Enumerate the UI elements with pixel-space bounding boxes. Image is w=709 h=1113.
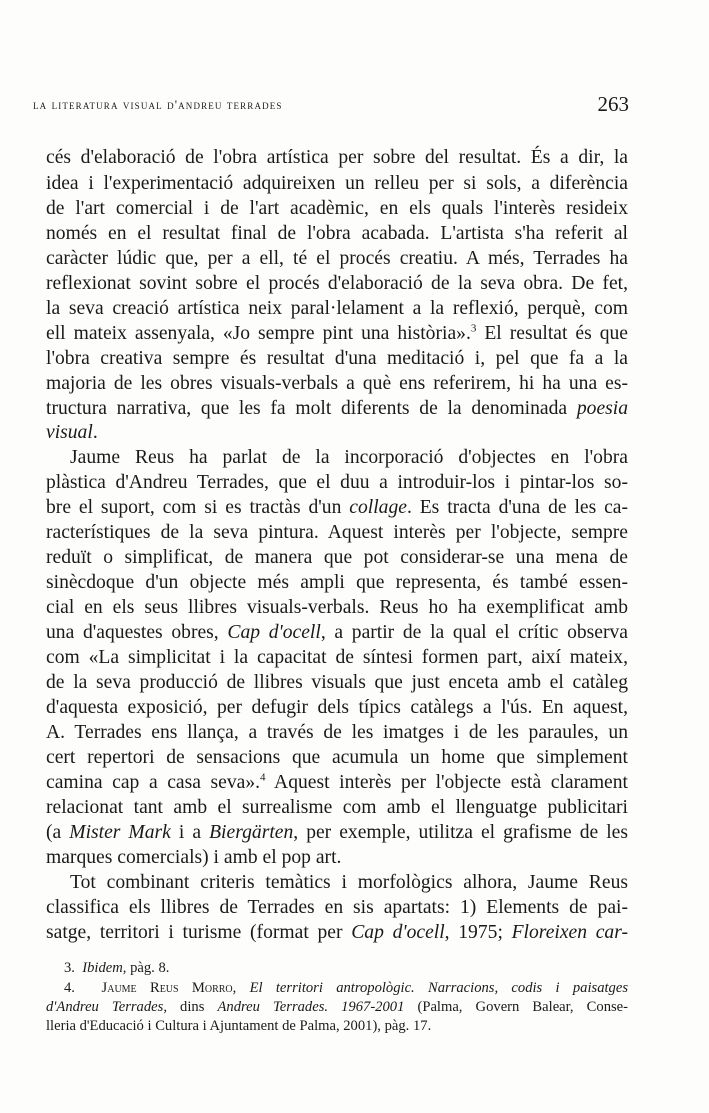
- page-header: [33, 92, 629, 120]
- line-text: i a: [170, 822, 210, 843]
- footnote-4-line-3: lleria d'Educació i Cultura i Ajuntament de Palma, 2001), pàg. 17.: [46, 1018, 432, 1034]
- footnote-4: [64, 979, 628, 998]
- footnote-ref-3: 3: [470, 322, 477, 335]
- footnote-number: 3.: [64, 960, 75, 976]
- text-line: [46, 397, 628, 421]
- text-line: relacionat tant amb el surrealisme com amb el llenguatge publicitari: [46, 797, 628, 818]
- italic-term: Biergärten: [209, 822, 294, 843]
- text-line: majoria de les obres visuals-verbals a què ens referirem, hi ha una es-: [46, 373, 628, 394]
- text-line: [46, 821, 628, 845]
- page-number: 263: [597, 92, 629, 116]
- text-line: A. Terrades ens llança, a través de les imatges i de les paraules, un: [46, 722, 628, 743]
- italic-term: Andreu Terrades. 1967-2001: [217, 999, 405, 1015]
- line-text: ell mateix assenyala, «Jo sempre pint una història».: [46, 323, 471, 344]
- text-line: [46, 421, 628, 445]
- line-text: , a partir de la qual el crític observa: [320, 622, 628, 643]
- text-line: [46, 496, 628, 520]
- italic-term: d'Andreu Terrades: [46, 999, 164, 1015]
- italic-term: collage: [349, 497, 407, 518]
- line-text: El resultat és que: [476, 323, 628, 344]
- italic-term: Floreixen car-: [511, 922, 628, 943]
- text-line: l'obra creativa sempre és resultat d'una meditació i, pel que fa a la: [46, 348, 628, 369]
- line-text: , per exemple, utilitza el grafisme de les: [293, 822, 628, 843]
- text-line: de l'art comercial i de l'art acadèmic, en els quals l'interès resideix: [46, 198, 628, 219]
- footnote-3: [64, 959, 646, 978]
- text-line: reflexionat sovint sobre el procés d'elaboració de la seva obra. De fet,: [46, 273, 628, 294]
- line-text: camina cap a casa seva».: [46, 772, 261, 793]
- text-line: com «La simplicitat i la capacitat de síntesi formen part, així mateix,: [46, 647, 628, 668]
- text-line: d'aquesta exposició, per defugir dels típics catàlegs a l'ús. En aquest,: [46, 697, 628, 718]
- text-line: de la seva producció de llibres visuals que just enceta amb el catàleg: [46, 672, 628, 693]
- line-text: , 1975;: [444, 922, 512, 943]
- italic-term: visual: [46, 422, 93, 443]
- line-text: una d'aquestes obres,: [46, 622, 228, 643]
- text-line: [46, 322, 628, 346]
- text-line: [46, 921, 628, 945]
- line-text: .: [92, 422, 98, 443]
- footnote-text: ,: [232, 980, 250, 996]
- italic-term: Ibidem: [82, 960, 123, 976]
- running-title: la literatura visual d'andreu terrades: [33, 98, 283, 112]
- line-text: satge, territori i turisme (format per: [46, 922, 352, 943]
- text-line: reduït o simplificat, de manera que pot considerar-se una mena de: [46, 547, 628, 568]
- line-text: bre el suport, com si es tractàs d'un: [46, 497, 350, 518]
- text-line: la seva creació artística neix paral·lelament a la reflexió, perquè, com: [46, 298, 628, 319]
- text-line: cial en els seus llibres visuals-verbals. Reus ho ha exemplificat amb: [46, 597, 628, 618]
- italic-term: Cap d'ocell: [227, 622, 321, 643]
- text-line: Tot combinant criteris temàtics i morfològics alhora, Jaume Reus: [70, 872, 628, 893]
- italic-term: Cap d'ocell: [351, 922, 445, 943]
- footnote-text: , dins: [163, 999, 218, 1015]
- text-line: cert repertori de sensacions que acumula un home que simplement: [46, 747, 628, 768]
- text-line: idea i l'experimentació adquireixen un relleu per si sols, a diferència: [46, 173, 628, 194]
- footnote-author: Jaume Reus Morro: [101, 980, 233, 996]
- text-line: racterístiques de la seva pintura. Aquest interès per l'objecte, sempre: [46, 522, 628, 543]
- footnote-4-line-2: [46, 998, 628, 1017]
- footnote-text: , pàg. 8.: [122, 960, 170, 976]
- text-line: classifica els llibres de Terrades en sis apartats: 1) Elements de pai-: [46, 897, 628, 918]
- italic-term: poesia: [576, 398, 628, 419]
- line-text: . Es tracta d'una de les ca-: [406, 497, 629, 518]
- text-line: caràcter lúdic que, per a ell, té el procés creatiu. A més, Terrades ha: [46, 248, 628, 269]
- line-text: (a: [46, 822, 70, 843]
- italic-term: El territori antropològic. Narracions, codis i paisatges: [249, 980, 629, 996]
- text-line: Jaume Reus ha parlat de la incorporació d'objectes en l'obra: [70, 447, 628, 468]
- text-line: [46, 771, 628, 795]
- footnote-text: (Palma, Govern Balear, Conse-: [404, 999, 629, 1015]
- text-line: cés d'elaboració de l'obra artística per sobre del resultat. És a dir, la: [46, 147, 628, 168]
- footnote-ref-4: 4: [260, 771, 266, 784]
- text-line: marques comercials) i amb el pop art.: [46, 847, 342, 868]
- text-line: [46, 621, 628, 645]
- footnote-number: 4.: [64, 980, 75, 996]
- line-text: Aquest interès per l'objecte està clarament: [265, 772, 628, 793]
- italic-term: Mister Mark: [69, 822, 171, 843]
- text-line: plàstica d'Andreu Terrades, que el duu a introduir-los i pintar-los so-: [46, 472, 628, 493]
- line-text: tructura narrativa, que les fa molt diferents de la denominada: [46, 398, 577, 419]
- text-line: sinècdoque d'un objecte més ampli que representa, és també essen-: [46, 572, 628, 593]
- text-line: només en el resultat final de l'obra acabada. L'artista s'ha referit al: [46, 223, 628, 244]
